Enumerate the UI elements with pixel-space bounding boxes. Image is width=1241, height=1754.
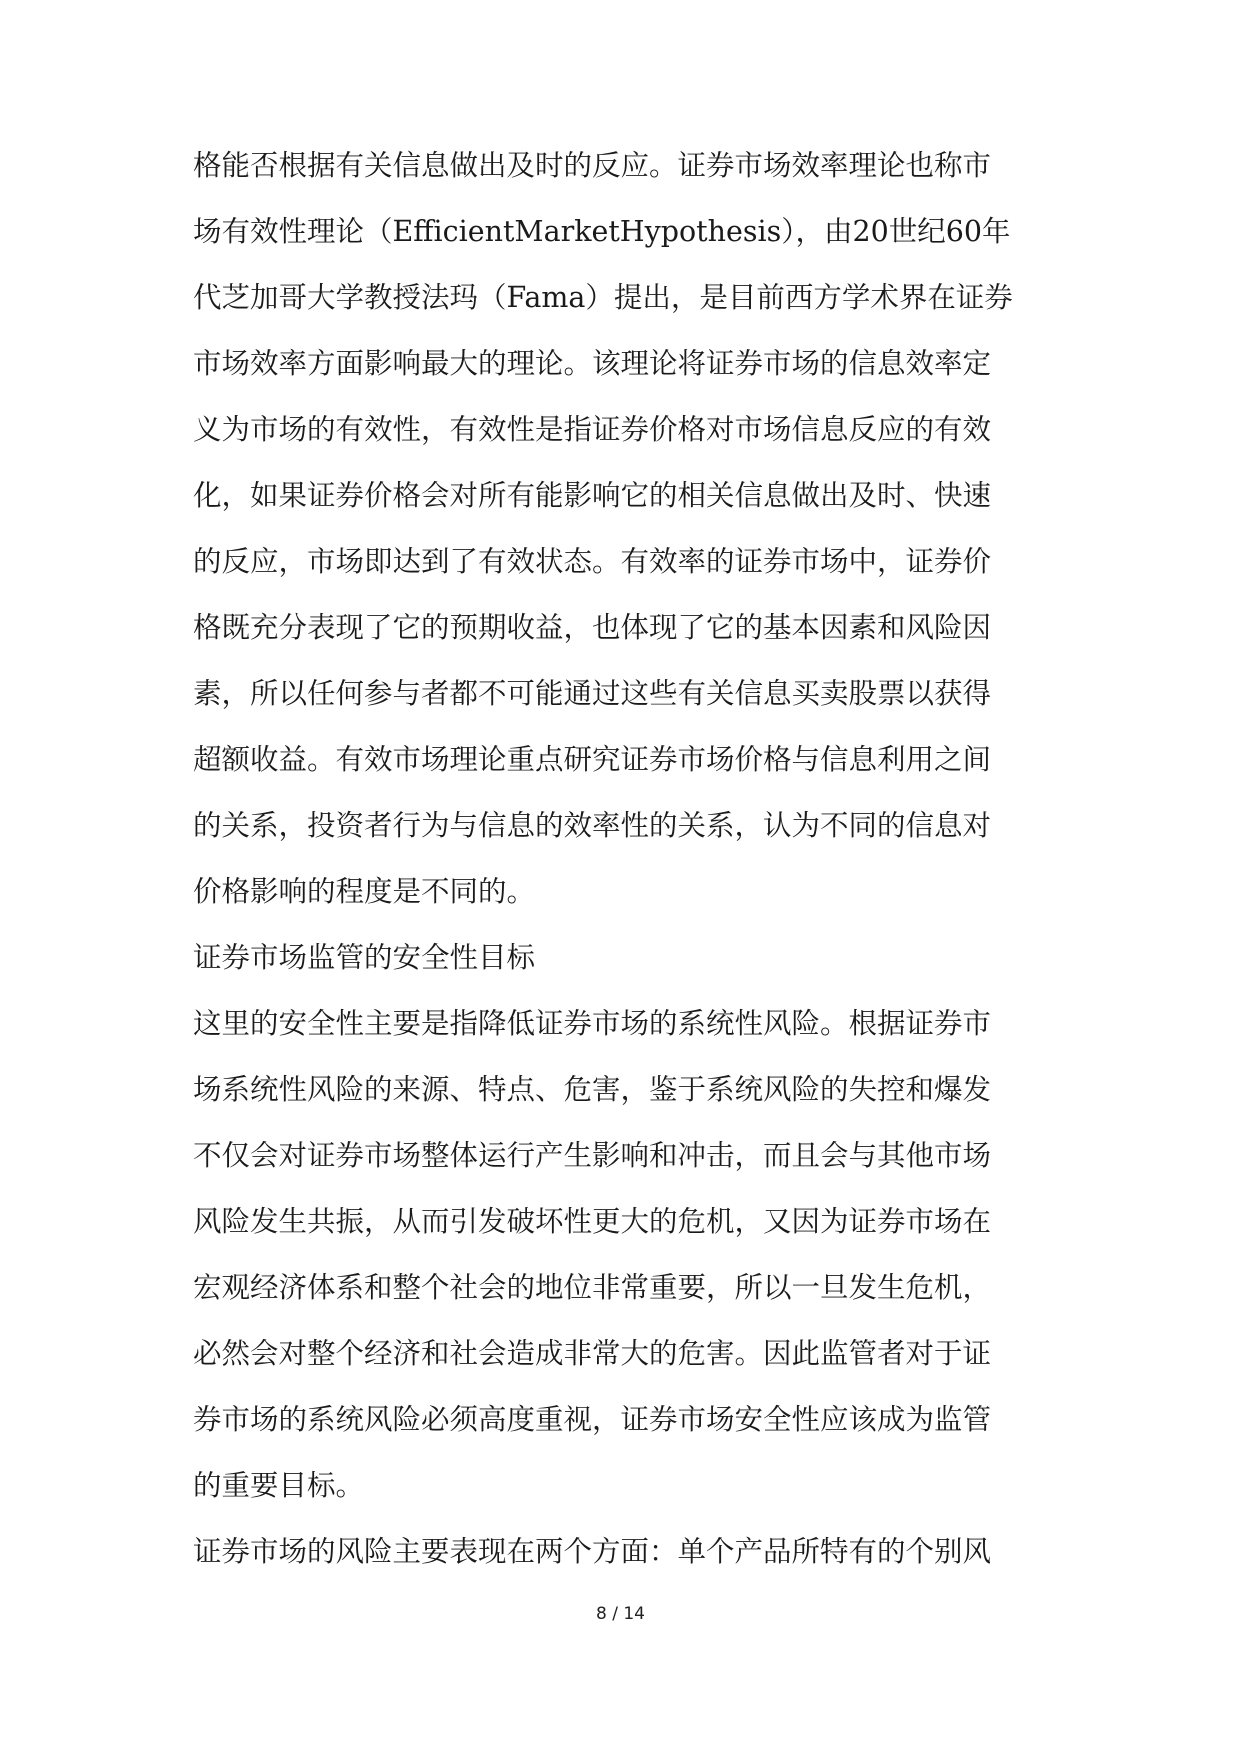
text-line: 这里的安全性主要是指降低证券市场的系统性风险。根据证券市 [193, 1007, 992, 1040]
text-line: 必然会对整个经济和社会造成非常大的危害。因此监管者对于证 [193, 1337, 992, 1370]
text-line: 场有效性理论（EfficientMarketHypothesis），由20世纪60年 [193, 215, 1011, 248]
text-line: 义为市场的有效性，有效性是指证券价格对市场信息反应的有效 [193, 413, 992, 446]
text-line: 格能否根据有关信息做出及时的反应。证券市场效率理论也称市 [193, 149, 992, 182]
text-line: 不仅会对证券市场整体运行产生影响和冲击，而且会与其他市场 [193, 1139, 992, 1172]
text-line: 市场效率方面影响最大的理论。该理论将证券市场的信息效率定 [193, 347, 992, 380]
text-line: 证券市场的风险主要表现在两个方面：单个产品所特有的个别风 [193, 1535, 992, 1568]
text-line: 的关系，投资者行为与信息的效率性的关系，认为不同的信息对 [193, 809, 992, 842]
text-line: 券市场的系统风险必须高度重视，证券市场安全性应该成为监管 [193, 1403, 992, 1436]
text-line: 的重要目标。 [193, 1469, 365, 1502]
text-line: 素，所以任何参与者都不可能通过这些有关信息买卖股票以获得 [193, 677, 992, 710]
page-number: 8 / 14 [596, 1604, 645, 1624]
text-line: 超额收益。有效市场理论重点研究证券市场价格与信息利用之间 [193, 743, 992, 776]
text-line: 代芝加哥大学教授法玛（Fama）提出，是目前西方学术界在证券 [193, 281, 1013, 314]
text-line: 风险发生共振，从而引发破坏性更大的危机，又因为证券市场在 [193, 1205, 992, 1238]
text-line: 化，如果证券价格会对所有能影响它的相关信息做出及时、快速 [193, 479, 992, 512]
text-line: 场系统性风险的来源、特点、危害，鉴于系统风险的失控和爆发 [193, 1073, 992, 1106]
section-heading: 证券市场监管的安全性目标 [193, 941, 536, 974]
text-line: 宏观经济体系和整个社会的地位非常重要，所以一旦发生危机， [193, 1271, 992, 1304]
text-line: 价格影响的程度是不同的。 [193, 875, 536, 908]
text-line: 的反应，市场即达到了有效状态。有效率的证券市场中，证券价 [193, 545, 992, 578]
text-line: 格既充分表现了它的预期收益，也体现了它的基本因素和风险因 [193, 611, 992, 644]
